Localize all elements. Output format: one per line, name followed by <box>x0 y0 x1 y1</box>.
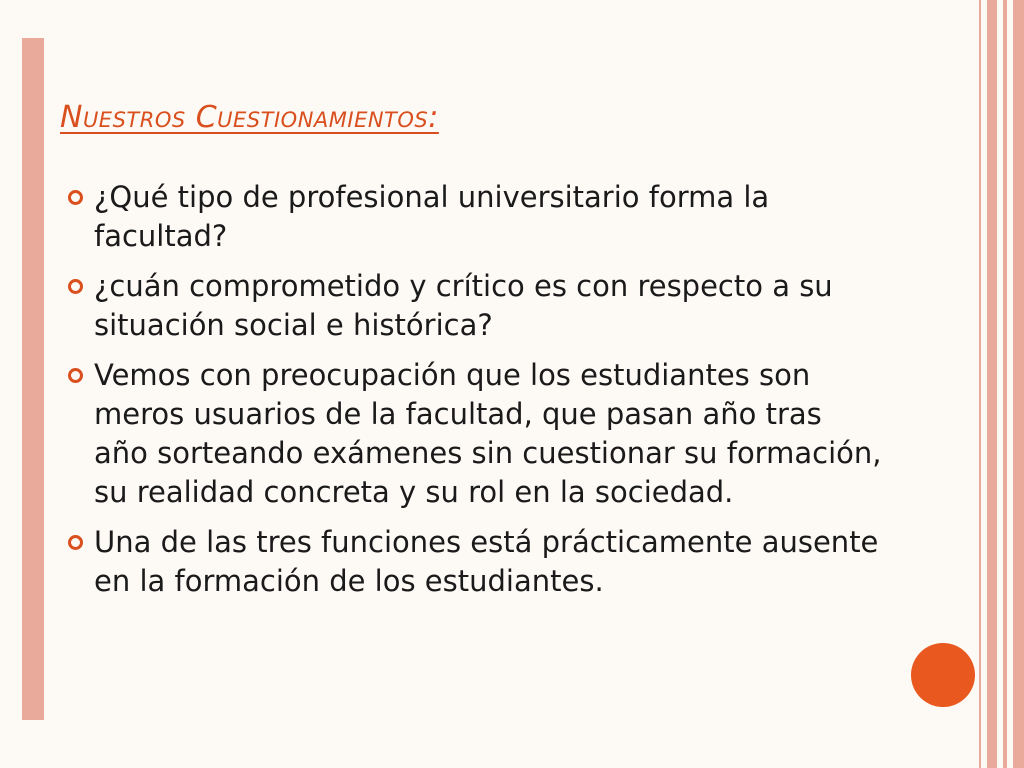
right-stripe <box>1003 0 1007 768</box>
bullet-item <box>64 267 884 345</box>
bullet-list <box>64 178 884 612</box>
right-stripe <box>987 0 997 768</box>
right-stripe <box>1013 0 1024 768</box>
left-accent-bar <box>22 38 44 720</box>
bullet-text: ¿Qué tipo de profesional universitario forma la facultad? <box>94 180 770 253</box>
ring-bullet-icon <box>68 190 83 205</box>
ring-bullet-icon <box>68 535 83 550</box>
bullet-item <box>64 178 884 256</box>
bullet-text: ¿cuán comprometido y crítico es con respecto a su situación social e histórica? <box>94 269 833 342</box>
ring-bullet-icon <box>68 279 83 294</box>
bullet-item <box>64 356 884 512</box>
bullet-text: Una de las tres funciones está prácticamente ausente en la formación de los estudiantes. <box>94 525 879 598</box>
right-stripe <box>979 0 981 768</box>
bullet-item <box>64 523 884 601</box>
slide-title: Nuestros Cuestionamientos: <box>60 100 439 135</box>
orange-circle-decoration <box>911 643 975 707</box>
ring-bullet-icon <box>68 368 83 383</box>
bullet-text: Vemos con preocupación que los estudiantes son meros usuarios de la facultad, que pasan año tras año sorteando exámenes sin cuestionar su formación, su realidad concreta y su rol en la sociedad. <box>94 358 882 509</box>
